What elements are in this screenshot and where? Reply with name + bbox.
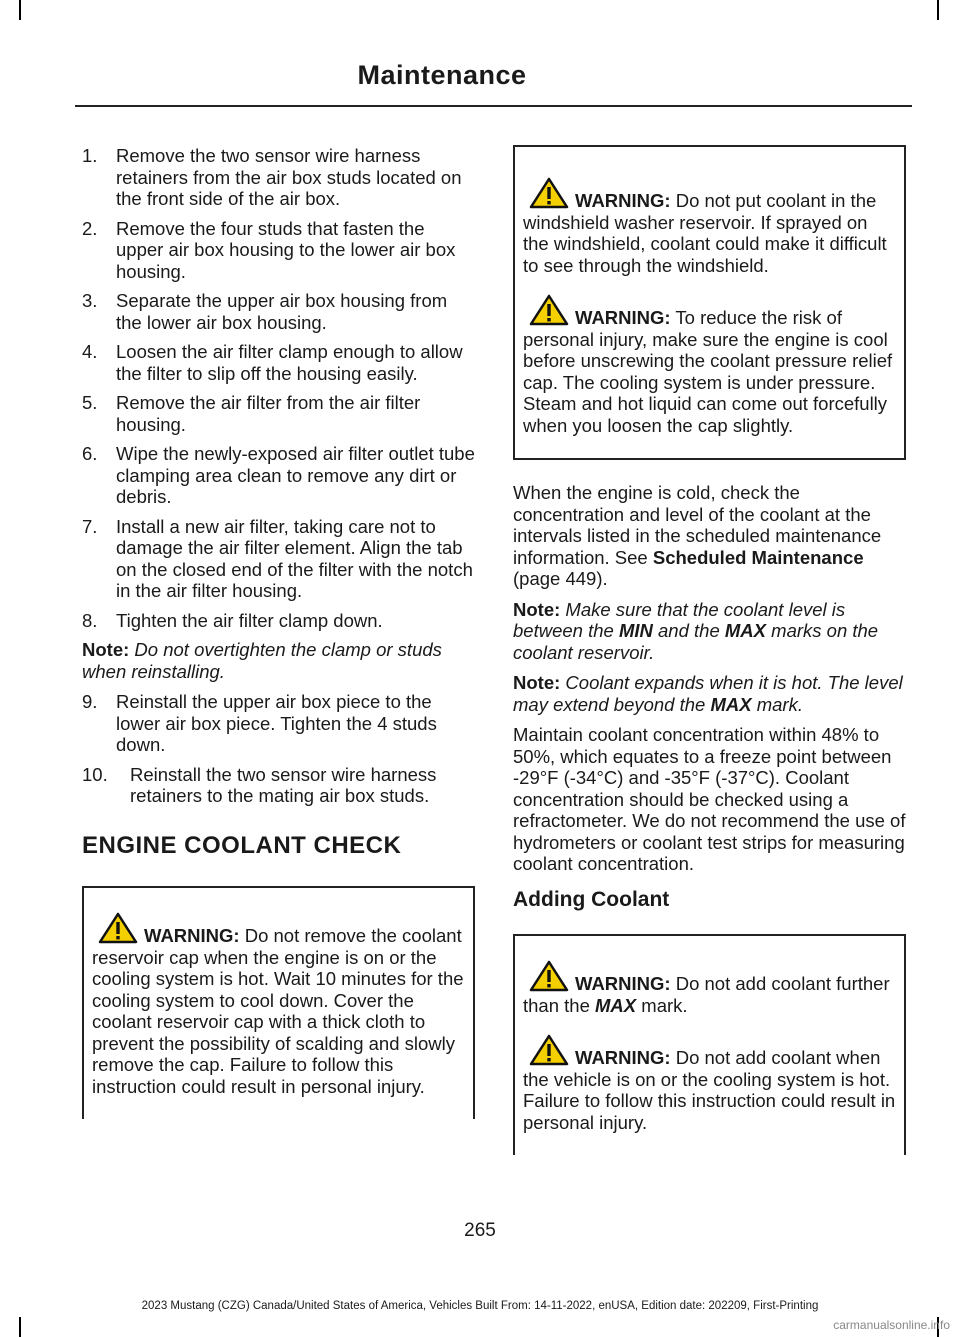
footer-text: 2023 Mustang (CZG) Canada/United States of America, Vehicles Built From: 14-11-2022, enUSA, Edition date: 202209, First-Printing [141,1300,819,1312]
warning-text: WARNING: Do not add coolant further than the MAX mark. [523,960,898,1016]
list-item: 5. Remove the air filter from the air filter housing. [82,392,421,435]
list-item: 2. Remove the four studs that fasten the upper air box housing to the lower air box housing. [82,217,456,282]
warning-triangle-icon [529,1034,569,1066]
warning-triangle-icon [529,177,569,209]
coolant-concentration-paragraph: Maintain coolant concentration within 48% to 50%, which equates to a freeze point between -29°F (-34°C) and -35°F (-37°C). Coolant concentration should be checked using a refractometer. We do not recommend the use of hydrometers or coolant test strips for measuring coolant concentration. [513,724,906,874]
warning-text: WARNING: Do not put coolant in the windshield washer reservoir. If sprayed on the windshield, coolant could make it difficult to see through the windshield. [523,177,898,276]
steps-list [82,145,475,631]
header-divider [75,105,912,107]
list-item: 4. Loosen the air filter clamp enough to allow the filter to slip off the housing easily. [82,341,463,384]
note-overtighten: Note: Do not overtighten the clamp or studs when reinstalling. [82,639,442,682]
left-column [82,145,475,1133]
warning-triangle-icon [529,960,569,992]
warning-text: WARNING: To reduce the risk of personal injury, make sure the engine is cool before unscrewing the coolant pressure relief cap. The cooling system is under pressure. Steam and hot liquid can come out forcefully when you loosen the cap slightly. [523,294,898,436]
list-item: 10. Reinstall the two sensor wire harness retainers to the mating air box studs. [82,763,437,806]
warning-triangle-icon [98,912,138,944]
list-item: 8. Tighten the air filter clamp down. [82,609,383,631]
section-heading: ENGINE COOLANT CHECK [82,831,402,859]
coolant-check-paragraph: When the engine is cold, check the concentration and level of the coolant at the intervals listed in the scheduled maintenance information. See Scheduled Maintenance (page 449). [513,482,882,589]
crop-mark-top-left [19,0,21,20]
steps-list-continued [82,691,475,807]
page-number: 265 [464,1220,496,1241]
watermark: carmanualsonline.info [833,1318,950,1332]
list-item: 1. Remove the two sensor wire harness retainers from the air box studs located on the front side of the air box. [82,145,462,209]
page-title: Maintenance [357,60,527,90]
right-column [513,145,906,1169]
warning-box [513,934,906,1155]
warning-box [513,145,906,460]
list-item: 6. Wipe the newly-exposed air filter outlet tube clamping area clean to remove any dirt or debris. [82,443,475,507]
subsection-heading: Adding Coolant [513,887,670,911]
crop-mark-top-right [937,0,939,20]
crop-mark-bottom-left [19,1317,21,1337]
list-item: 3. Separate the upper air box housing from the lower air box housing. [82,290,448,333]
warning-text: WARNING: Do not remove the coolant reservoir cap when the engine is on or the cooling system is hot. Wait 10 minutes for the cooling system to cool down. Cover the coolant reservoir cap with a thick cloth to prevent the possibility of scalding and slowly remove the cap. Failure to follow this instruction could result in personal injury. [92,912,467,1097]
warning-text: WARNING: Do not add coolant when the vehicle is on or the cooling system is hot. Failure to follow this instruction could result in personal injury. [523,1034,898,1133]
note-coolant-expands: Note: Coolant expands when it is hot. The level may extend beyond the MAX mark. [513,672,903,715]
list-item: 9. Reinstall the upper air box piece to the lower air box piece. Tighten the 4 studs down. [82,691,437,755]
warning-box [82,886,475,1119]
list-item: 7. Install a new air filter, taking care not to damage the air filter element. Align the tab on the closed end of the filter with the notch in the air filter housing. [82,515,473,601]
scheduled-maintenance-link[interactable]: Scheduled Maintenance [652,546,864,568]
note-coolant-level: Note: Make sure that the coolant level is between the MIN and the MAX marks on the coolant reservoir. [513,598,879,663]
warning-triangle-icon [529,294,569,326]
